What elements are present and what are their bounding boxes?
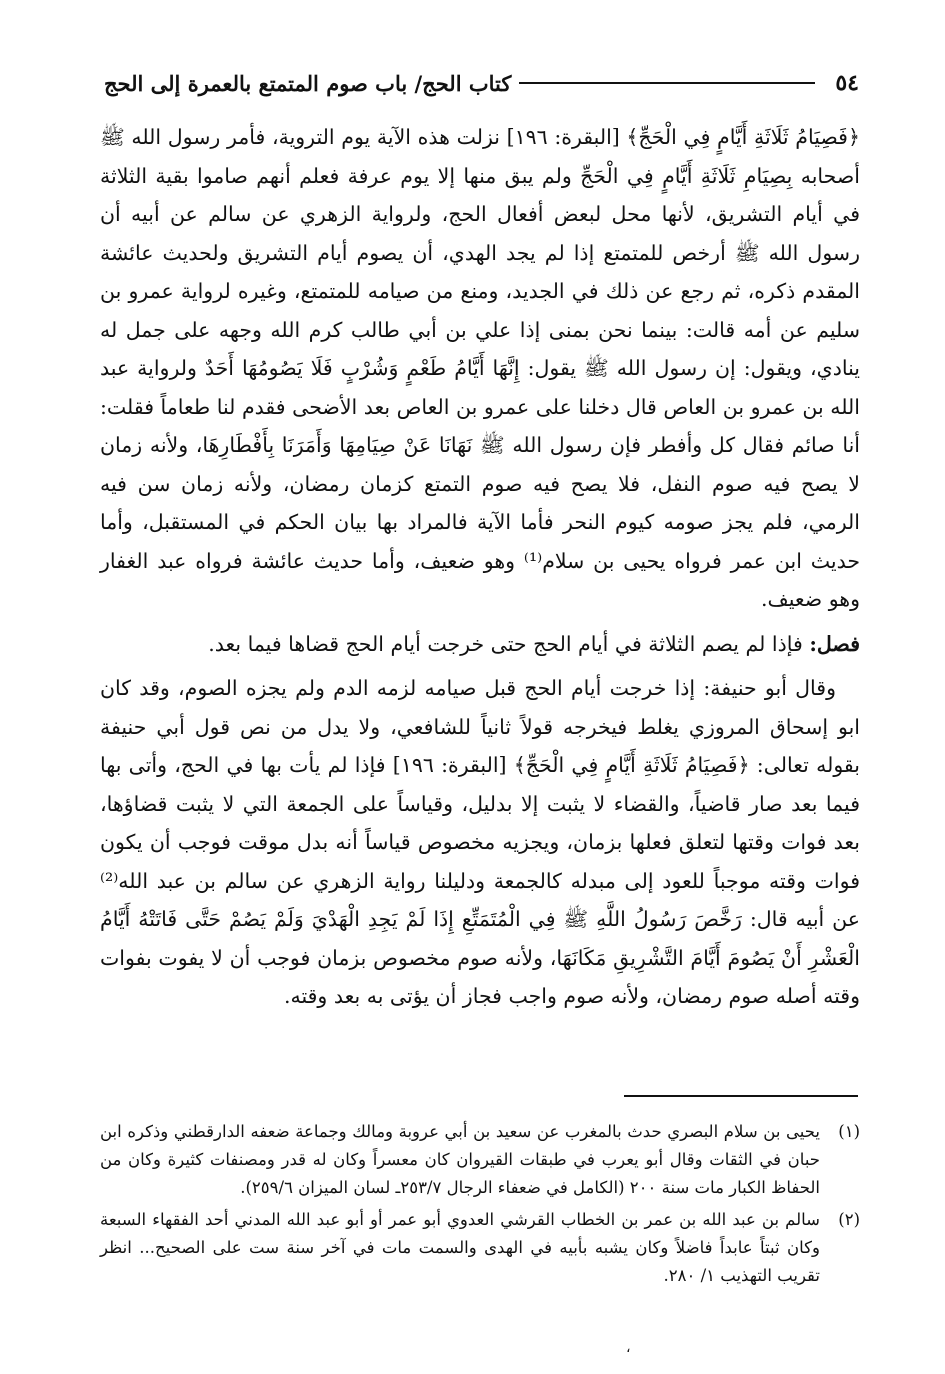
running-title: كتاب الحج/ باب صوم المتمتع بالعمرة إلى الحج	[104, 70, 512, 96]
section-text: فإذا لم يصم الثلاثة في أيام الحج حتى خرجت أيام الحج قضاها فيما بعد.	[208, 631, 803, 656]
main-text	[100, 118, 860, 1022]
footnote-1	[100, 1118, 860, 1202]
header-rule	[519, 82, 815, 84]
bottom-mark: ،	[626, 1340, 631, 1356]
footnote-text: سالم بن عبد الله بن عمر بن الخطاب القرشي العدوي أبو عمر أو أبو عبد الله المدني أحد الفقهاء السبعة وكان ثبتاً عابداً فاضلاً وكان يشبه بأبيه في الهدى والسمت مات في آخر سنة ست على الصحيح... انظر تقريب التهذيب ١/ ٢٨٠.	[100, 1210, 820, 1285]
paragraph-1: ﴿فَصِيَامُ ثَلَاثَةِ أَيَّامٍ فِي الْحَجِّ﴾ [البقرة: ١٩٦] نزلت هذه الآية يوم التروية، فأمر رسول الله ﷺ أصحابه بِصِيَامِ ثَلَاثَةِ أَيَّامٍ فِي الْحَجِّ ولم يبق منها إلا يوم عرفة فعلم أنهم صاموا بقية الثلاثة في أيام التشريق، لأنها محل لبعض أفعال الحج، ولرواية الزهري عن سالم عن أبيه أن رسول الله ﷺ أرخص للمتمتع إذا لم يجد الهدي، أن يصوم أيام التشريق ولحديث عائشة المقدم ذكره، ثم رجع عن ذلك في الجديد، ومنع من صيامه للمتمتع، وغيره لرواية عمرو بن سليم عن أمه قالت: بينما نحن بمنى إذا علي بن أبي طالب كرم الله وجهه على جمل له ينادي، ويقول: إن رسول الله ﷺ يقول: إِنَّهَا أَيَّامُ طَعْمٍ وَشُرْبٍ فَلَا يَصُومُهَا أَحَدٌ ولرواية عبد الله بن عمرو بن العاص قال دخلنا على عمرو بن العاص بعد الأضحى فقدم لنا طعاماً فقلت: أنا صائم فقال كل وأفطر فإن رسول الله ﷺ نَهَانَا عَنْ صِيَامِهَا وَأَمَرَنَا بِأَفْطَارِهَا، ولأنه زمان لا يصح فيه صوم النفل، فلا يصح فيه صوم التمتع كزمان رمضان، ولأنه زمان سن فيه الرمي، فلم يجز صومه كيوم النحر فأما الآية فالمراد بها بيان الحكم في المستقبل، وأما حديث ابن عمر فرواه يحيى بن سلام⁽¹⁾ وهو ضعيف، وأما حديث عائشة فرواه عبد الغفار وهو ضعيف.	[100, 125, 860, 611]
footnote-separator	[624, 1095, 858, 1097]
paragraph-3: وقال أبو حنيفة: إذا خرجت أيام الحج قبل صيامه لزمه الدم ولم يجزه الصوم، وقد كان ابو إسحاق المروزي يغلط فيخرجه قولاً ثانياً للشافعي، ولا يدل من نص قول أبي حنيفة بقوله تعالى: ﴿فَصِيَامُ ثَلَاثَةِ أَيَّامٍ فِي الْحَجِّ﴾ [البقرة: ١٩٦] فإذا لم يأت بها في الحج، وأتى بها فيما بعد صار قاضياً، والقضاء لا يثبت إلا بدليل، وقياساً على الجمعة التي لا يثبت قضاؤها، بعد فوات وقتها لتعلق فعلها بزمان، ويجزيه مخصوص قياساً أنه بدل موقت فوجب أن يكون فوات وقته موجباً للعود إلى مبدله كالجمعة ودليلنا رواية الزهري عن سالم بن عبد الله⁽²⁾ عن أبيه قال: رَخَّصَ رَسُولُ اللَّهِ ﷺ فِي الْمُتَمَتِّعِ إِذَا لَمْ يَجِدِ الْهَدْيَ وَلَمْ يَصُمْ حَتَّى فَاتَتْهُ أَيَّامُ الْعَشْرِ أَنْ يَصُومَ أَيَّامَ التَّشْرِيقِ مَكَانَهَا، ولأنه صوم مخصوص بزمان فوجب أن لا يفوت بفوات وقته أصله صوم رمضان، ولأنه صوم واجب فجاز أن يؤتى به بعد وقته.	[100, 676, 860, 1008]
section-label: فصل:	[809, 631, 860, 656]
section-paragraph	[100, 625, 860, 664]
footnotes	[100, 1118, 860, 1294]
footnote-text: يحيى بن سلام البصري حدث بالمغرب عن سعيد بن أبي عروبة ومالك وجماعة ضعفه الدارقطني وذكره ابن حبان في الثقات وقال أبو يعرب في طبقات القيروان كان معسراً وكان له قدر ومصنفات كثيرة وكان من الحفاظ الكبار مات سنة ٢٠٠ (الكامل في ضعفاء الرجال ٢٥٣/٧ـ لسان الميزان ٢٥٩/٦).	[100, 1122, 820, 1197]
page-header	[104, 66, 859, 100]
footnote-number: (٢)	[838, 1210, 860, 1229]
page-number: ٥٤	[835, 70, 859, 96]
footnote-2	[100, 1206, 860, 1290]
footnote-number: (١)	[838, 1122, 860, 1141]
